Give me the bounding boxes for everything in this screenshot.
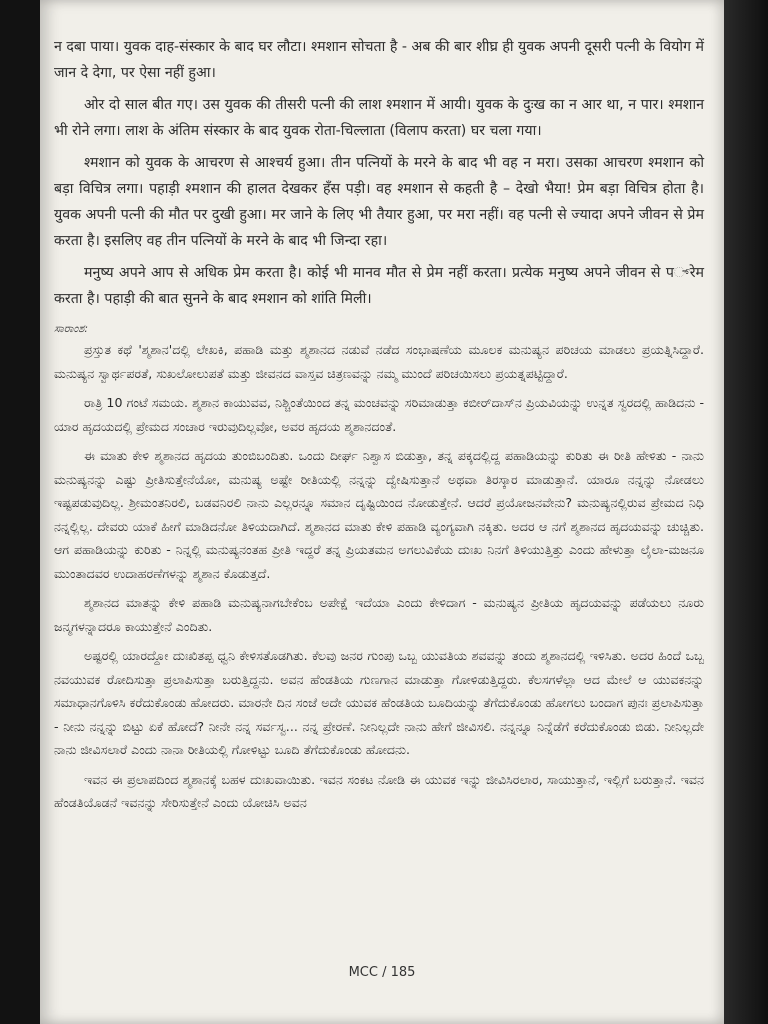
kannada-paragraph: ಈ ಮಾತು ಕೇಳಿ ಶ್ಮಶಾನದ ಹೃದಯ ತುಂಬಿಬಂದಿತು. ಒಂದು ದೀರ್ಘ ನಿಶ್ವಾಸ ಬಿಡುತ್ತಾ, ತನ್ನ ಪಕ್ಕದಲ್ಲಿದ್ದ ಪಹಾಡಿಯನ್ನು ಕುರಿತು ಈ ರೀತಿ ಹೇಳಿತು - ನಾನು ಮನುಷ್ಯನನ್ನು ಎಷ್ಟು ಪ್ರೀತಿಸುತ್ತೇನೆಯೋ, ಮನುಷ್ಯ ಅಷ್ಟೇ ರೀತಿಯಲ್ಲಿ ನನ್ನನ್ನು ದ್ವೇಷಿಸುತ್ತಾನೆ ಅಥವಾ ತಿರಸ್ಕಾರ ಮಾಡುತ್ತಾನೆ. ಯಾರೂ ನನ್ನನ್ನು ನೋಡಲು ಇಷ್ಟಪಡುವುದಿಲ್ಲ. ಶ್ರೀಮಂತನಿರಲಿ, ಬಡವನಿರಲಿ ನಾನು ಎಲ್ಲರನ್ನೂ ಸಮಾನ ದೃಷ್ಟಿಯಿಂದ ನೋಡುತ್ತೇನೆ. ಆದರೆ ಪ್ರಯೋಜನವೇನು? ಮನುಷ್ಯನಲ್ಲಿರುವ ಪ್ರೇಮದ ನಿಧಿ ನನ್ನಲ್ಲಿಲ್ಲ. ದೇವರು ಯಾಕೆ ಹೀಗೆ ಮಾಡಿದನೋ ತಿಳಿಯದಾಗಿದೆ. ಶ್ಮಶಾನದ ಮಾತು ಕೇಳಿ ಪಹಾಡಿ ವ್ಯಂಗ್ಯವಾಗಿ ನಕ್ಕಿತು. ಅದರ ಆ ನಗೆ ಶ್ಮಶಾನದ ಹೃದಯವನ್ನು ಚುಚ್ಚಿತು. ಆಗ ಪಹಾಡಿಯನ್ನು ಕುರಿತು - ನಿನ್ನಲ್ಲಿ ಮನುಷ್ಯನಂತಹ ಪ್ರೀತಿ ಇದ್ದರೆ ತನ್ನ ಪ್ರಿಯತಮನ ಅಗಲುವಿಕೆಯ ದುಃಖ ನಿನಗೆ ತಿಳಿಯುತ್ತಿತ್ತು ಎಂದು ಹೇಳುತ್ತಾ ಲೈಲಾ-ಮಜನೂ ಮುಂತಾದವರ ಉದಾಹರಣೆಗಳನ್ನು ಶ್ಮಶಾನ ಕೊಡುತ್ತದೆ. xyxy=(54,448,704,581)
hindi-paragraph: श्मशान को युवक के आचरण से आश्चर्य हुआ। तीन पत्नियों के मरने के बाद भी वह न मरा। उसका आचरण श्मशान को बड़ा विचित्र लगा। पहाड़ी श्मशान की हालत देखकर हँस पड़ी। वह श्मशान से कहती है – देखो भैया! प्रेम बड़ा विचित्र होता है। युवक अपनी पत्नी की मौत पर दुखी हुआ। मर जाने के लिए भी तैयार हुआ, पर मरा नहीं। वह पत्नी से ज्यादा अपने जीवन से प्रेम करता है। इसलिए वह तीन पत्नियों के मरने के बाद भी जिन्दा रहा। xyxy=(54,155,704,249)
page-number: MCC / 185 xyxy=(348,965,416,980)
kannada-paragraph: ಶ್ಮಶಾನದ ಮಾತನ್ನು ಕೇಳಿ ಪಹಾಡಿ ಮನುಷ್ಯನಾಗಬೇಕೆಂಬ ಅಪೇಕ್ಷೆ ಇದೆಯಾ ಎಂದು ಕೇಳಿದಾಗ - ಮನುಷ್ಯನ ಪ್ರೀತಿಯ ಹೃದಯವನ್ನು ಪಡೆಯಲು ನೂರು ಜನ್ಮಗಳನ್ನಾದರೂ ಕಾಯುತ್ತೇನೆ ಎಂದಿತು. xyxy=(54,595,704,634)
book-page xyxy=(40,0,724,1024)
hindi-paragraph: ओर दो साल बीत गए। उस युवक की तीसरी पत्नी की लाश श्मशान में आयी। युवक के दुःख का न आर था, न पार। श्मशान भी रोने लगा। लाश के अंतिम संस्कार के बाद युवक रोता-चिल्लाता (विलाप करता) घर चला गया। xyxy=(54,97,704,139)
hindi-text xyxy=(54,34,704,312)
scanner-edge xyxy=(724,0,768,1024)
hindi-paragraph: न दबा पाया। युवक दाह-संस्कार के बाद घर लौटा। श्मशान सोचता है - अब की बार शीघ्र ही युवक अपनी दूसरी पत्नी के वियोग में जान दे देगा, पर ऐसा नहीं हुआ। xyxy=(54,39,704,81)
section-label: ಸಾರಾಂಶ: xyxy=(54,322,89,335)
kannada-text xyxy=(54,338,704,815)
kannada-paragraph: ರಾತ್ರಿ 10 ಗಂಟೆ ಸಮಯ. ಶ್ಮಶಾನ ಕಾಯುವವ, ನಿಶ್ಚಿಂತೆಯಿಂದ ತನ್ನ ಮಂಚವನ್ನು ಸರಿಮಾಡುತ್ತಾ ಕಬೀರ್‌ದಾಸ್‌ನ ಪ್ರಿಯವಿಯನ್ನು ಉನ್ನತ ಸ್ವರದಲ್ಲಿ ಹಾಡಿದನು - ಯಾರ ಹೃದಯದಲ್ಲಿ ಪ್ರೇಮದ ಸಂಚಾರ ಇರುವುದಿಲ್ಲವೋ, ಅವರ ಹೃದಯ ಶ್ಮಶಾನದಂತೆ. xyxy=(54,395,704,434)
kannada-paragraph: ಪ್ರಸ್ತುತ ಕಥೆ 'ಶ್ಮಶಾನ'ದಲ್ಲಿ ಲೇಖಕಿ, ಪಹಾಡಿ ಮತ್ತು ಶ್ಮಶಾನದ ನಡುವೆ ನಡೆದ ಸಂಭಾಷಣೆಯ ಮೂಲಕ ಮನುಷ್ಯನ ಪರಿಚಯ ಮಾಡಲು ಪ್ರಯತ್ನಿಸಿದ್ದಾರೆ. ಮನುಷ್ಯನ ಸ್ವಾರ್ಥಪರತೆ, ಸುಖಲೋಲುಪತೆ ಮತ್ತು ಜೀವನದ ವಾಸ್ತವ ಚಿತ್ರಣವನ್ನು ನಮ್ಮ ಮುಂದೆ ಪರಿಚಯಿಸಲು ಪ್ರಯತ್ನಪಟ್ಟಿದ್ದಾರೆ. xyxy=(54,342,704,381)
kannada-paragraph: ಇವನ ಈ ಪ್ರಲಾಪದಿಂದ ಶ್ಮಶಾನಕ್ಕೆ ಬಹಳ ದುಃಖವಾಯಿತು. ಇವನ ಸಂಕಟ ನೋಡಿ ಈ ಯುವಕ ಇನ್ನು ಜೀವಿಸಿರಲಾರ, ಸಾಯುತ್ತಾನೆ, ಇಲ್ಲಿಗೆ ಬರುತ್ತಾನೆ. ಇವನ ಹೆಂಡತಿಯೊಡನೆ ಇವನನ್ನು ಸೇರಿಸುತ್ತೇನೆ ಎಂದು ಯೋಚಿಸಿ ಅವನ xyxy=(54,771,704,810)
hindi-paragraph: मनुष्य अपने आप से अधिक प्रेम करता है। कोई भी मानव मौत से प्रेम नहीं करता। प्रत्येक मनुष्य अपने जीवन से प್रेम करता है। पहाड़ी की बात सुनने के बाद श्मशान को शांति मिली। xyxy=(54,265,704,307)
kannada-paragraph: ಅಷ್ಟರಲ್ಲಿ ಯಾರದ್ದೋ ದುಃಖಿತಪ್ಪ ಧ್ವನಿ ಕೇಳಿಸತೊಡಗಿತು. ಕೆಲವು ಜನರ ಗುಂಪು ಒಬ್ಬ ಯುವತಿಯ ಶವವನ್ನು ತಂದು ಶ್ಮಶಾನದಲ್ಲಿ ಇಳಿಸಿತು. ಅದರ ಹಿಂದೆ ಒಬ್ಬ ನವಯುವಕ ರೋದಿಸುತ್ತಾ ಪ್ರಲಾಪಿಸುತ್ತಾ ಬರುತ್ತಿದ್ದನು. ಅವನ ಹೆಂಡತಿಯ ಗುಣಗಾನ ಮಾಡುತ್ತಾ ಗೋಳಿಡುತ್ತಿದ್ದರು. ಕೆಲಸಗಳೆಲ್ಲಾ ಆದ ಮೇಲೆ ಆ ಯುವಕನನ್ನು ಸಮಾಧಾನಗೊಳಿಸಿ ಕರೆದುಕೊಂಡು ಹೋದರು. ಮಾರನೇ ದಿನ ಸಂಜೆ ಅದೇ ಯುವಕ ಹೆಂಡತಿಯ ಬೂದಿಯನ್ನು ತೆಗೆದುಕೊಂಡು ಹೋಗಲು ಬಂದಾಗ ಪುನಃ ಪ್ರಲಾಪಿಸುತ್ತಾ - ನೀನು ನನ್ನನ್ನು ಬಿಟ್ಟು ಏಕೆ ಹೋದೆ? ನೀನೇ ನನ್ನ ಸರ್ವಸ್ವ... ನನ್ನ ಪ್ರೇರಣೆ. ನೀನಿಲ್ಲದೇ ನಾನು ಹೇಗೆ ಜೀವಿಸಲಿ. ನನ್ನನ್ನೂ ನಿನ್ನೆಡೆಗೆ ಕರೆದುಕೊಂಡು ಬಿಡು. ನೀನಿಲ್ಲದೇ ನಾನು ಜೀವಿಸಲಾರೆ ಎಂದು ನಾನಾ ರೀತಿಯಲ್ಲಿ ಗೋಳಿಟ್ಟು ಬೂದಿ ತೆಗೆದುಕೊಂಡು ಹೋದನು. xyxy=(54,648,704,757)
page-content xyxy=(54,34,704,821)
